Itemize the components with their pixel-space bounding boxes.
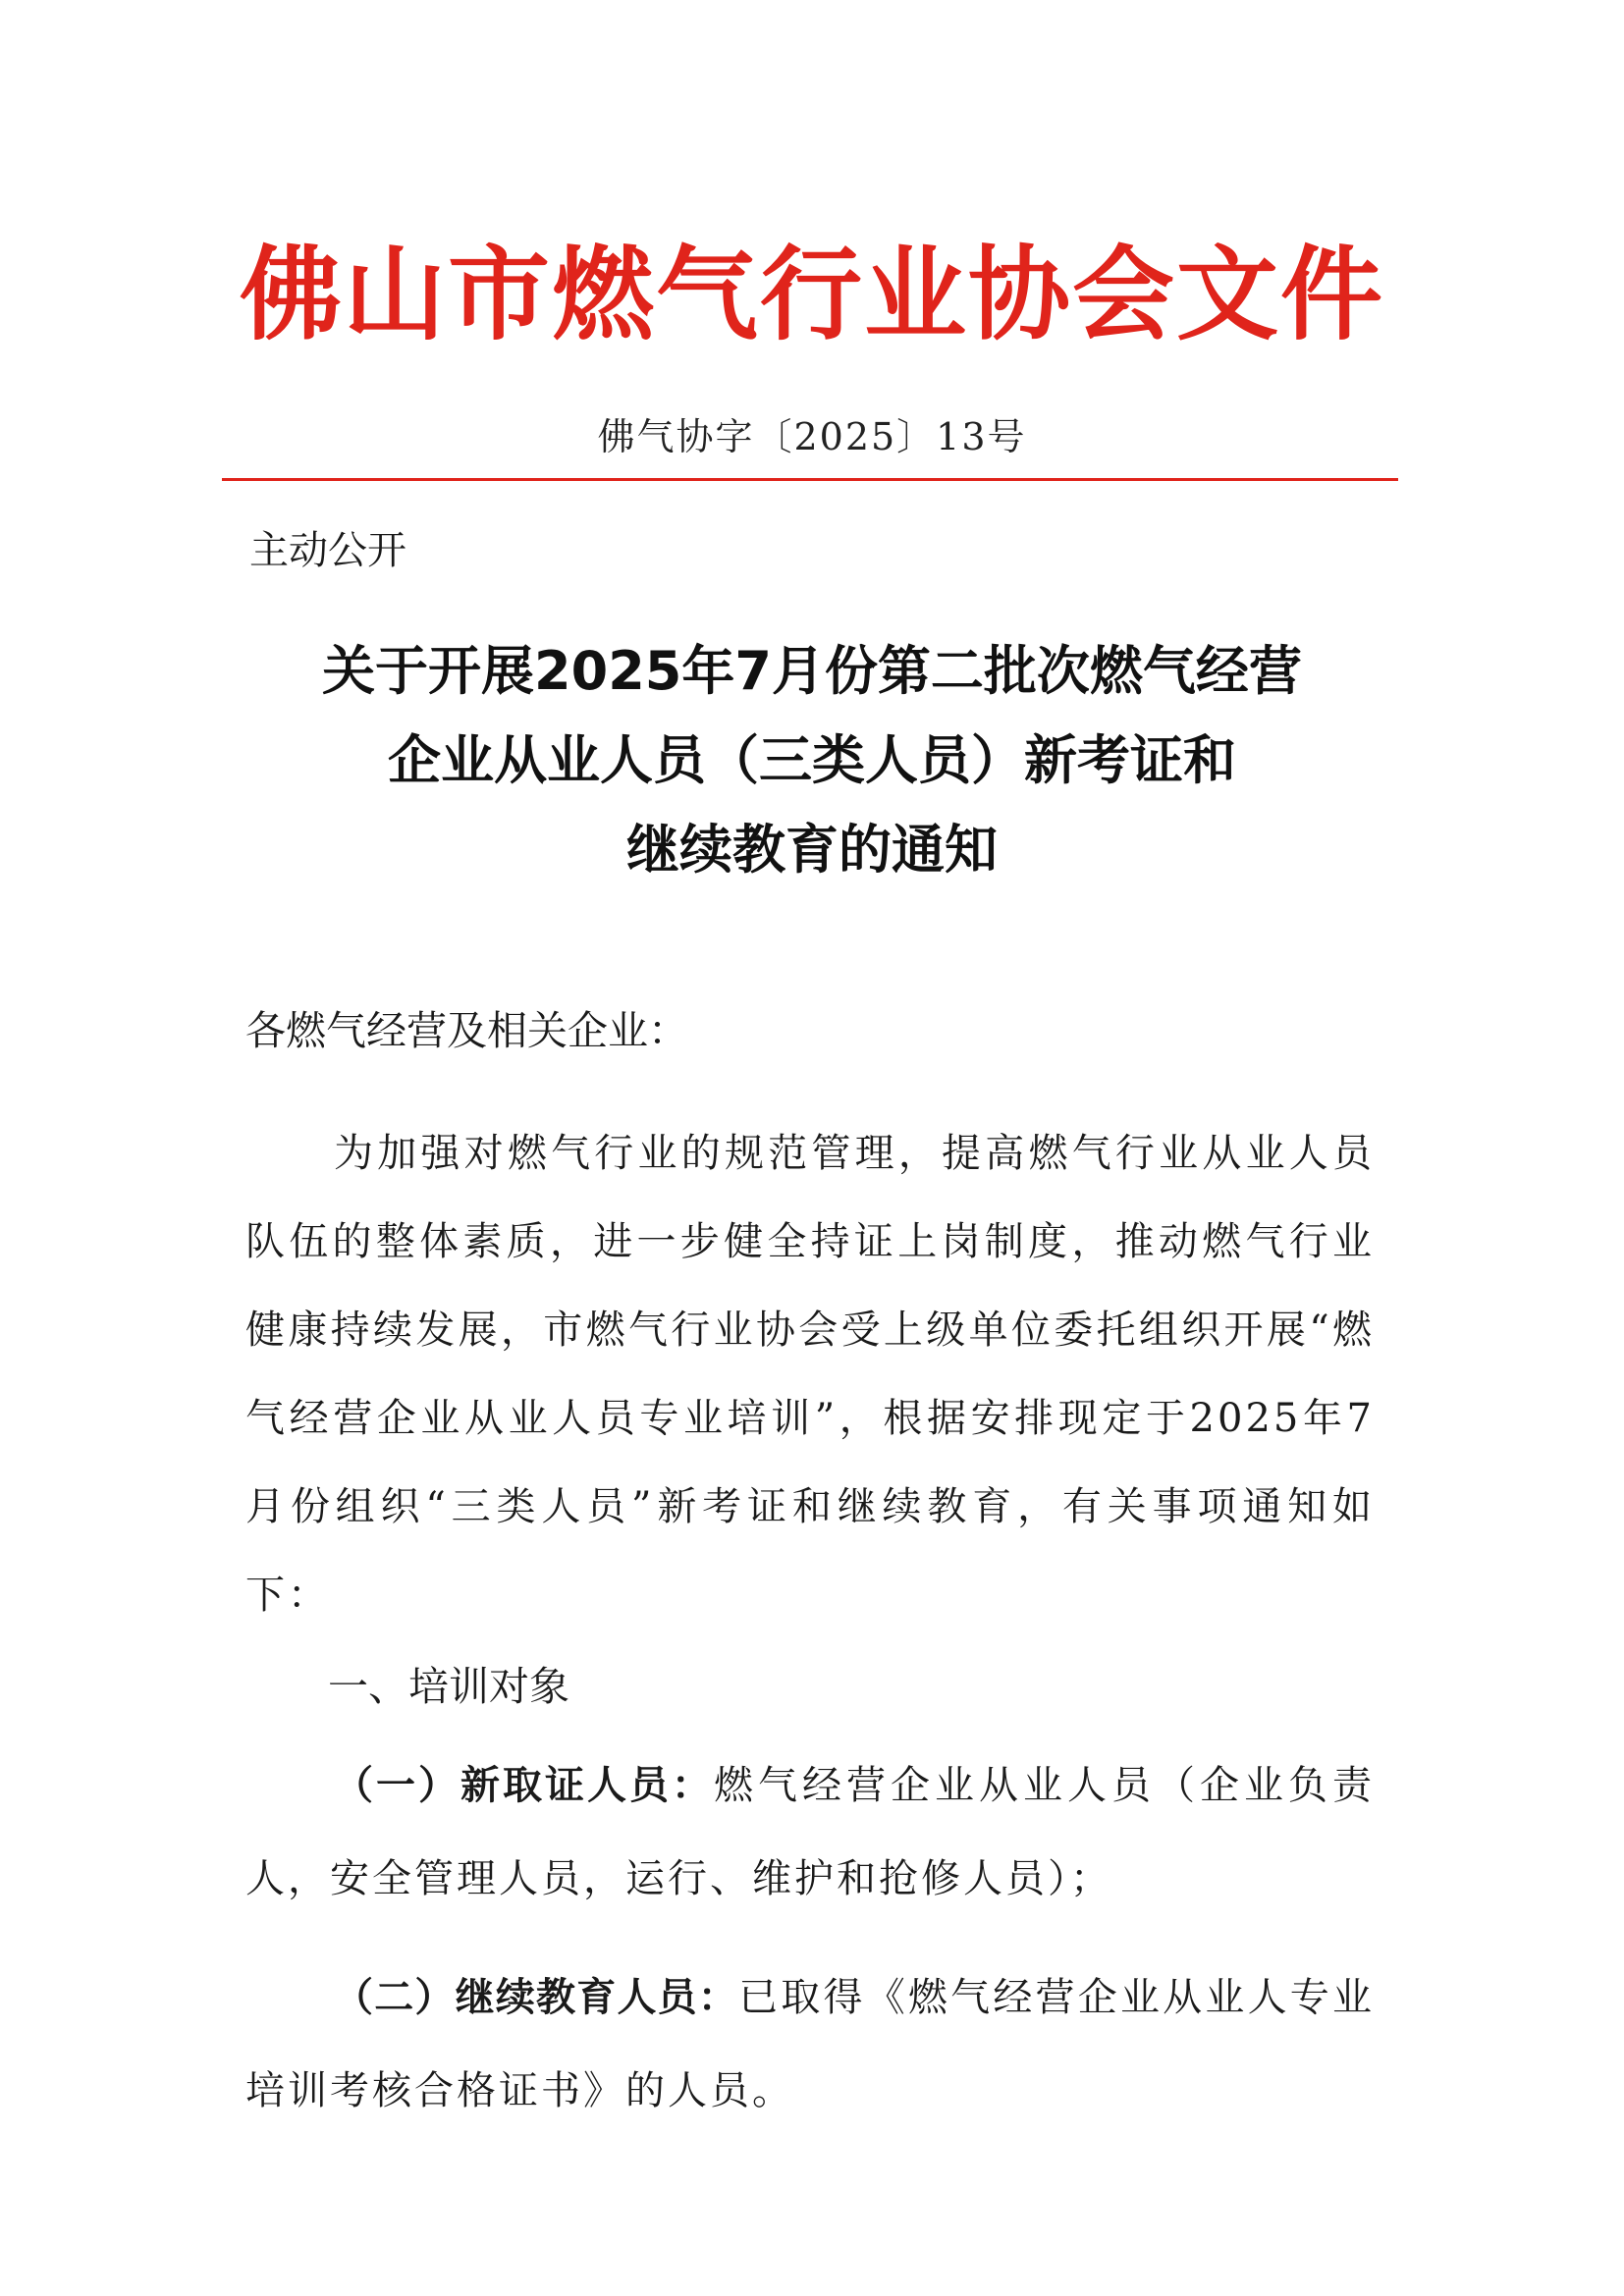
item-lead: （一）新取证人员： [334,1763,714,1808]
item-continuing-education [245,1951,1375,2138]
red-separator-line [222,478,1398,481]
document-number: 佛气协字〔2025〕13号 [597,415,1027,458]
item-text: 已取得《燃气经营企业从业人专业培训考核合格证书》的人员。 [245,1975,1376,2113]
title-line-1: 关于开展2025年7月份第二批次燃气经营 [322,640,1302,702]
disclosure-label: 主动公开 [249,528,406,573]
item-lead: （二）继续教育人员： [334,1975,739,2020]
intro-paragraph: 为加强对燃气行业的规范管理，提高燃气行业从业人员队伍的整体素质，进一步健全持证上岗制度，推动燃气行业健康持续发展，市燃气行业协会受上级单位委托组织开展“燃气经营企业从业人员专业培训”，根据安排现定于2025年7月份组织“三类人员”新考证和继续教育，有关事项通知如下： [245,1131,1375,1618]
item-text: 燃气经营企业从业人员（企业负责人，安全管理人员，运行、维护和抢修人员）； [245,1763,1375,1901]
notice-title [177,626,1447,894]
salutation: 各燃气经营及相关企业： [245,1007,688,1054]
title-line-3: 继续教育的通知 [626,819,998,881]
title-line-2: 企业从业人员（三类人员）新考证和 [388,729,1236,791]
item-new-certification [245,1739,1375,1926]
masthead-title: 佛山市燃气行业协会文件 [239,234,1384,354]
section-heading-training-targets: 一、培训对象 [328,1663,569,1710]
